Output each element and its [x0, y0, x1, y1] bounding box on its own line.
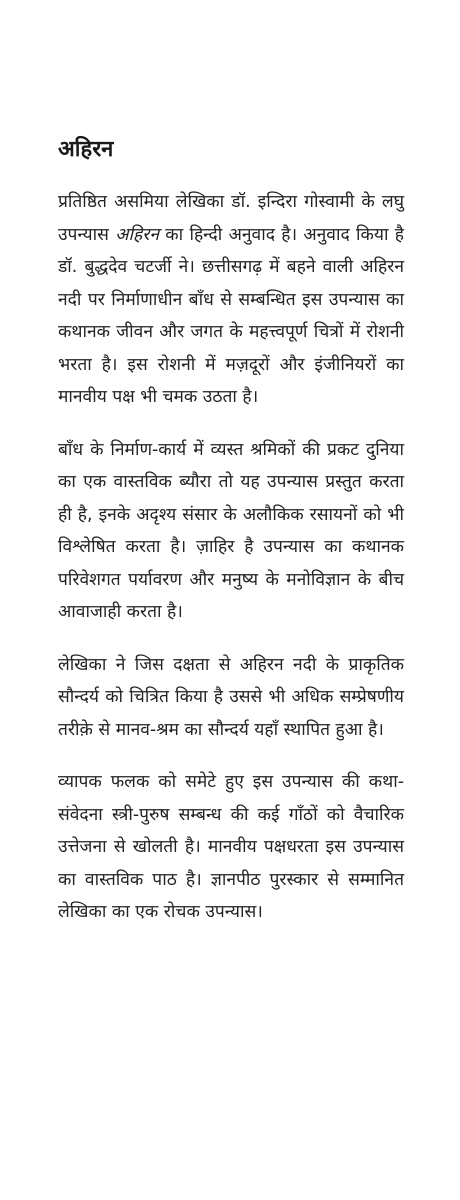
blurb-paragraph-1 [58, 186, 404, 414]
blurb-paragraph-3: लेखिका ने जिस दक्षता से अहिरन नदी के प्राकृतिक सौन्दर्य को चित्रित किया है उससे भी अधिक सम्प्रेषणीय तरीक़े से मानव-श्रम का सौन्दर्य यहाँ स्थापित हुआ है। [58, 654, 404, 740]
book-blurb [58, 128, 404, 949]
blurb-paragraph-4: व्यापक फलक को समेटे हुए इस उपन्यास की कथा-संवेदना स्त्री-पुरुष सम्बन्ध की कई गाँठों को वैचारिक उत्तेजना से खोलती है। मानवीय पक्षधरता इस उपन्यास का वास्तविक पाठ है। ज्ञानपीठ पुरस्कार से सम्मानित लेखिका का एक रोचक उपन्यास। [58, 772, 404, 922]
book-title: अहिरन [58, 137, 114, 162]
paragraph-1-text-end: का हिन्दी अनुवाद है। अनुवाद किया है डॉ. बुद्धदेव चटर्जी ने। छत्तीसगढ़ में बहने वाली अहिरन नदी पर निर्माणाधीन बाँध से सम्बन्धित इस उपन्यास का कथानक जीवन और जगत के महत्त्वपूर्ण चित्रों में रोशनी भरता है। इस रोशनी में मज़दूरों और इंजीनियरों का मानवीय पक्ष भी चमक उठता है। [58, 224, 404, 407]
paragraph-1-text-start: प्रतिष्ठित असमिया लेखिका डॉ. इन्दिरा गोस्वामी के लघु उपन्यास [58, 192, 404, 245]
novel-title-italic: अहिरन [115, 224, 159, 245]
blurb-paragraph-2: बाँध के निर्माण-कार्य में व्यस्त श्रमिकों की प्रकट दुनिया का एक वास्तविक ब्यौरा तो यह उपन्यास प्रस्तुत करता ही है, इनके अदृश्य संसार के अलौकिक रसायनों को भी विश्लेषित करता है। ज़ाहिर है उपन्यास का कथानक परिवेशगत पर्यावरण और मनुष्य के मनोविज्ञान के बीच आवाजाही करता है। [58, 439, 404, 622]
